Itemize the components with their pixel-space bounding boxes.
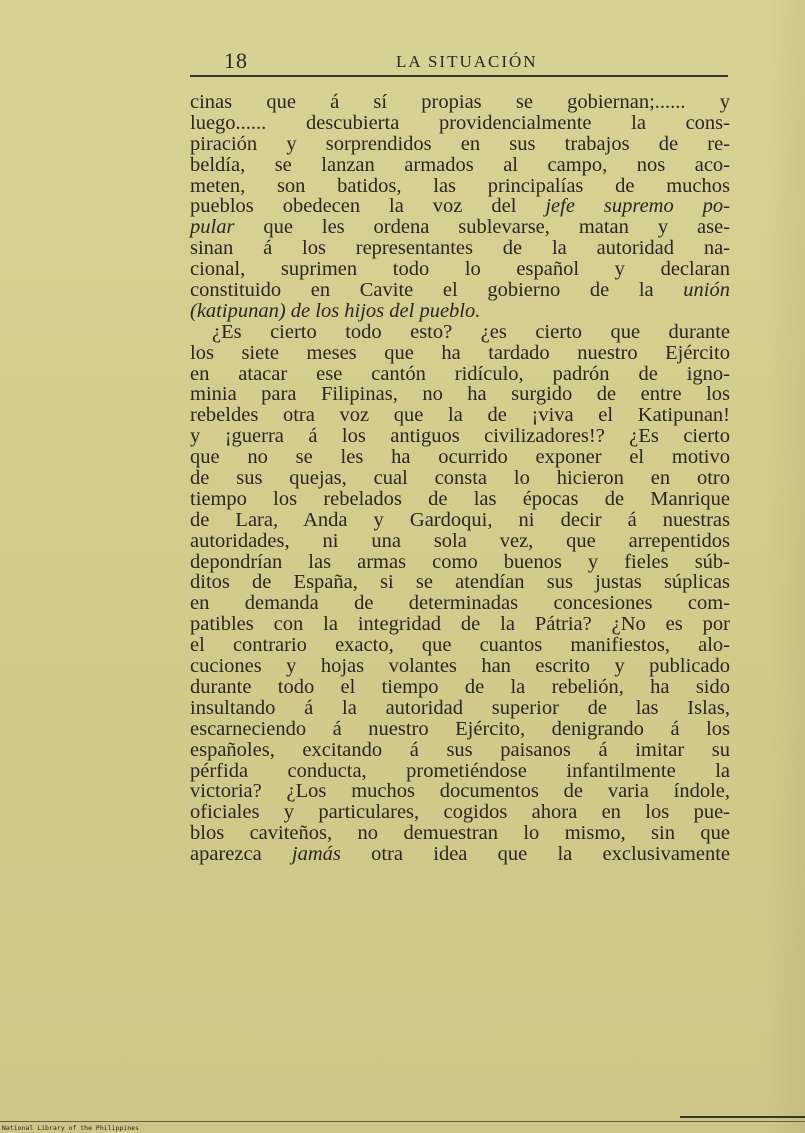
- text-segment: ¿Es cierto todo esto? ¿es cierto que durante: [212, 320, 730, 343]
- text-segment: cional, suprimen todo lo español y declaran: [190, 258, 730, 281]
- text-segment: ditos de España, si se atendían sus justas súplicas: [190, 571, 730, 594]
- header-rule: [190, 75, 728, 77]
- text-line: [190, 802, 730, 823]
- text-line: [190, 468, 730, 489]
- library-credit: National Library of the Philippines: [2, 1124, 139, 1132]
- text-segment: en atacar ese cantón ridículo, padrón de igno-: [190, 362, 730, 385]
- text-segment: cuciones y hojas volantes han escrito y publicado: [190, 655, 730, 678]
- italic-segment: pular: [190, 216, 235, 239]
- text-segment: escarneciendo á nuestro Ejército, denigrando á los: [190, 717, 730, 740]
- text-segment: minia para Filipinas, no ha surgido de entre los: [190, 383, 730, 406]
- text-line: [190, 155, 730, 176]
- text-segment: piración y sorprendidos en sus trabajos de re-: [190, 132, 730, 155]
- text-line: [190, 322, 730, 343]
- text-line: [190, 572, 730, 593]
- text-segment: sinan á los representantes de la autoridad na-: [190, 237, 730, 260]
- text-segment: blos caviteños, no demuestran lo mismo, sin que: [190, 822, 730, 845]
- text-segment: de Lara, Anda y Gardoqui, ni decir á nuestras: [190, 508, 730, 531]
- text-segment: de sus quejas, cual consta lo hicieron en otro: [190, 467, 730, 490]
- page-number: 18: [224, 48, 248, 73]
- text-line: [190, 614, 730, 635]
- text-line: [190, 656, 730, 677]
- text-segment: los siete meses que ha tardado nuestro Ejército: [190, 341, 730, 364]
- text-segment: durante todo el tiempo de la rebelión, ha sido: [190, 675, 730, 698]
- text-segment: el contrario exacto, que cuantos manifiestos, alo-: [190, 634, 730, 657]
- footer-rule: [0, 1121, 805, 1122]
- text-line: [190, 823, 730, 844]
- italic-segment: jamás: [291, 843, 341, 866]
- text-segment: pueblos obedecen la voz del: [190, 195, 546, 218]
- text-line: [190, 426, 730, 447]
- text-segment: luego...... descubierta providencialmente la cons-: [190, 111, 730, 134]
- text-segment: victoria? ¿Los muchos documentos de varia índole,: [190, 780, 730, 803]
- text-segment: que les ordena sublevarse, matan y ase-: [234, 216, 730, 239]
- text-segment: españoles, excitando á sus paisanos á imitar su: [190, 738, 730, 761]
- text-line: [190, 196, 730, 217]
- text-line: [190, 781, 730, 802]
- text-segment: y ¡guerra á los antiguos civilizadores!? ¿Es cierto: [190, 425, 730, 448]
- text-line: [190, 384, 730, 405]
- text-segment: tiempo los rebelados de las épocas de Manrique: [190, 487, 730, 510]
- text-line: [190, 447, 730, 468]
- text-line: [190, 259, 730, 280]
- text-line: [190, 740, 730, 761]
- text-line: [190, 552, 730, 573]
- text-segment: meten, son batidos, las principalías de muchos: [190, 174, 730, 197]
- text-line: [190, 489, 730, 510]
- text-line: [190, 238, 730, 259]
- text-segment: otra idea que la exclusivamente: [340, 843, 731, 866]
- text-segment: oficiales y particulares, cogidos ahora en los pue-: [190, 801, 730, 824]
- text-line: [190, 593, 730, 614]
- body-text: [190, 92, 730, 865]
- text-line: [190, 217, 730, 238]
- page-edge-shadow: [765, 0, 805, 1133]
- text-line: [190, 301, 730, 322]
- text-segment: insultando á la autoridad superior de las Islas,: [190, 696, 730, 719]
- italic-segment: unión: [683, 279, 730, 302]
- footer-rule-short: [680, 1116, 805, 1118]
- text-segment: que no se les ha ocurrido exponer el motivo: [190, 446, 730, 469]
- text-line: [190, 134, 730, 155]
- text-line: [190, 405, 730, 426]
- text-line: [190, 176, 730, 197]
- text-line: [190, 677, 730, 698]
- text-line: [190, 698, 730, 719]
- text-segment: aparezca: [190, 843, 292, 866]
- text-segment: pérfida conducta, prometiéndose infantilmente la: [190, 759, 730, 782]
- text-segment: en demanda de determinadas concesiones com-: [190, 592, 730, 615]
- text-line: [190, 343, 730, 364]
- text-line: [190, 531, 730, 552]
- text-line: [190, 280, 730, 301]
- text-line: [190, 92, 730, 113]
- text-line: [190, 844, 730, 865]
- text-line: [190, 635, 730, 656]
- text-line: [190, 761, 730, 782]
- text-line: [190, 113, 730, 134]
- text-line: [190, 719, 730, 740]
- text-segment: beldía, se lanzan armados al campo, nos aco-: [190, 153, 730, 176]
- text-segment: autoridades, ni una sola vez, que arrepentidos: [190, 529, 730, 552]
- text-line: [190, 510, 730, 531]
- text-line: [190, 364, 730, 385]
- italic-segment: (katipunan) de los hijos del pueblo.: [190, 299, 481, 322]
- text-segment: depondrían las armas como buenos y fieles súb-: [190, 550, 730, 573]
- text-segment: cinas que á sí propias se gobiernan;...... y: [190, 91, 730, 113]
- italic-segment: jefe supremo po-: [545, 195, 731, 218]
- text-segment: patibles con la integridad de la Pátria? ¿No es por: [190, 613, 730, 636]
- text-segment: rebeldes otra voz que la de ¡viva el Katipunan!: [190, 404, 730, 427]
- page-header: [190, 48, 728, 78]
- text-segment: constituido en Cavite el gobierno de la: [190, 279, 684, 302]
- running-title: LA SITUACIÓN: [396, 52, 538, 71]
